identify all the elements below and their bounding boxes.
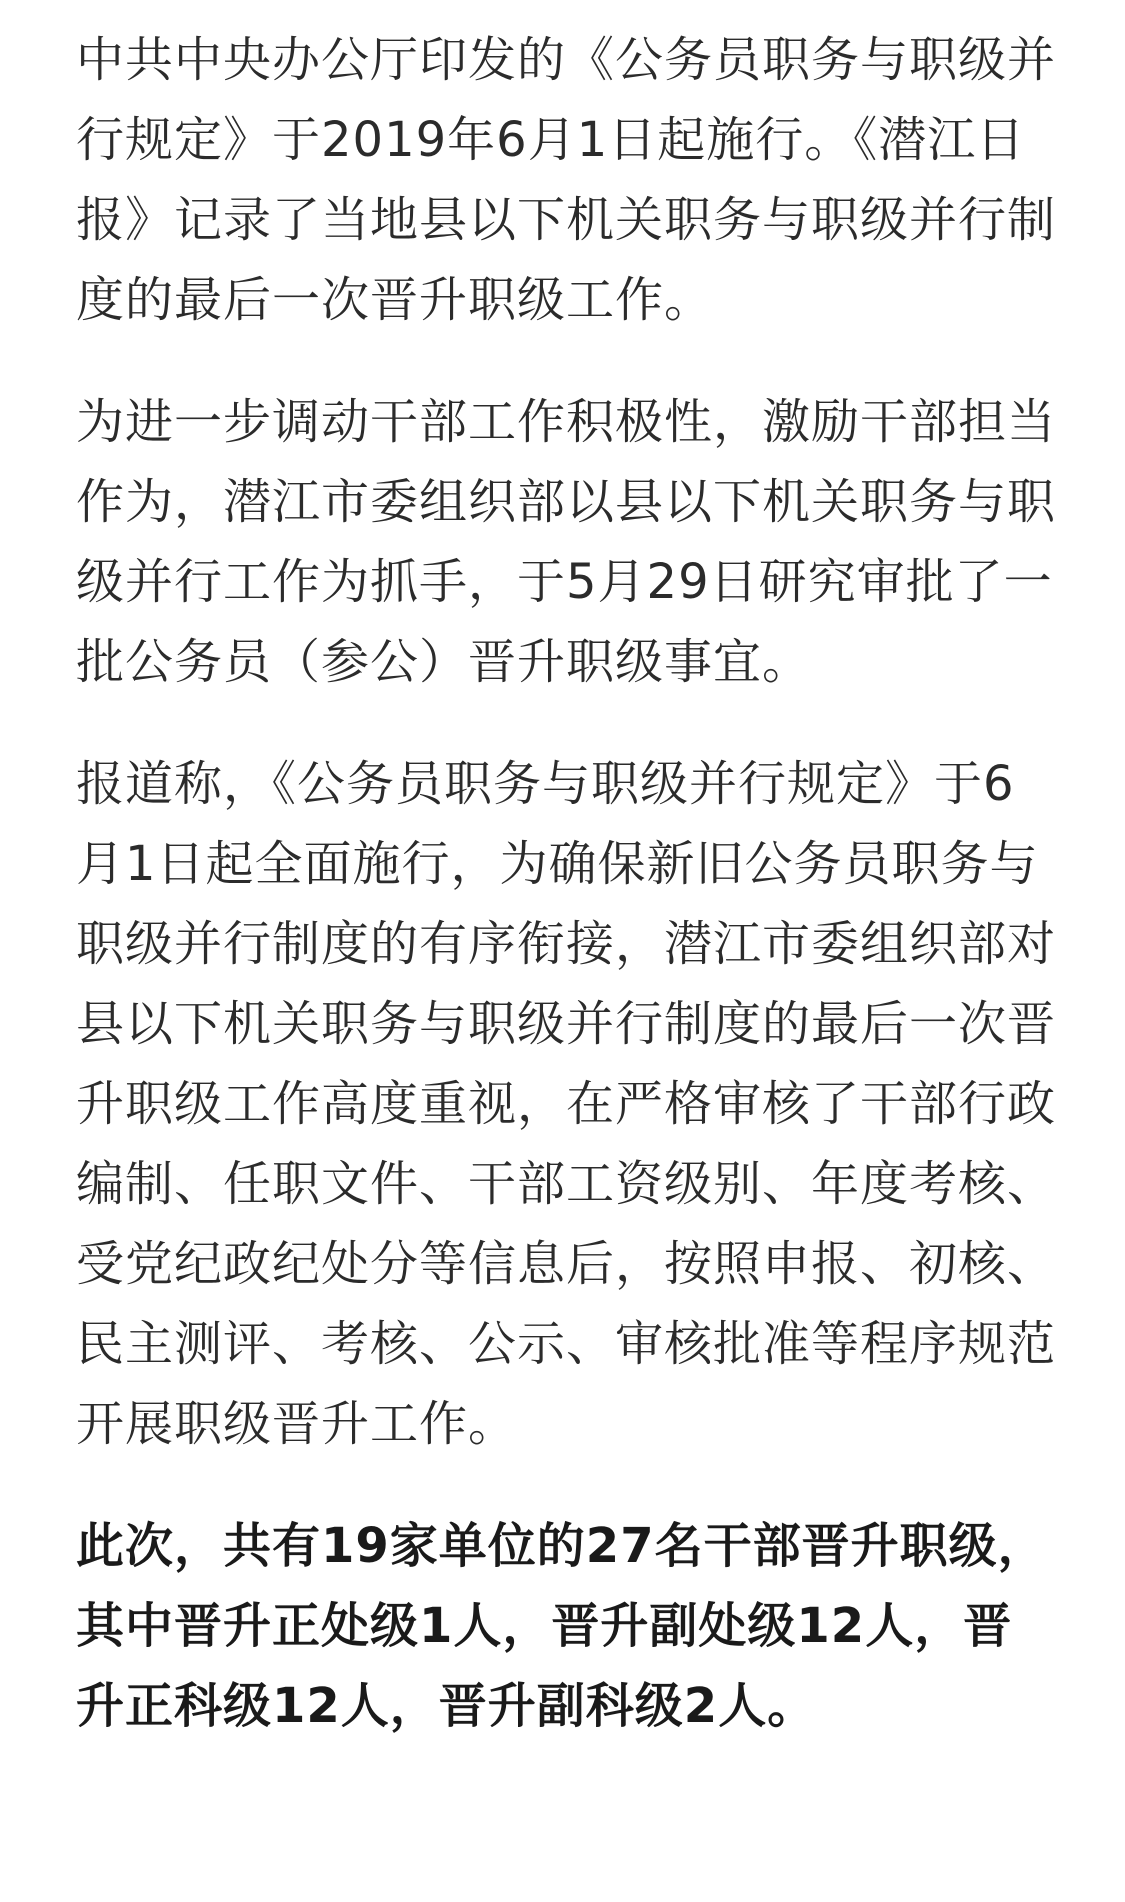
article-paragraph-2: 为进一步调动干部工作积极性，激励干部担当作为，潜江市委组织部以县以下机关职务与职级并行工作为抓手，于5月29日研究审批了一批公务员（参公）晋升职级事宜。 xyxy=(76,394,1057,690)
article-body xyxy=(76,20,1056,1788)
article-paragraph-4: 此次，共有19家单位的27名干部晋升职级，其中晋升正处级1人，晋升副处级12人，晋升正科级12人，晋升副科级2人。 xyxy=(76,1518,1047,1734)
article-paragraph-1: 中共中央办公厅印发的《公务员职务与职级并行规定》于2019年6月1日起施行。《潜江日报》记录了当地县以下机关职务与职级并行制度的最后一次晋升职级工作。 xyxy=(76,32,1057,328)
article-paragraph-3: 报道称，《公务员职务与职级并行规定》于6月1日起全面施行，为确保新旧公务员职务与职级并行制度的有序衔接，潜江市委组织部对县以下机关职务与职级并行制度的最后一次晋升职级工作高度重视，在严格审核了干部行政编制、任职文件、干部工资级别、年度考核、受党纪政纪处分等信息后，按照申报、初核、民主测评、考核、公示、审核批准等程序规范开展职级晋升工作。 xyxy=(76,756,1057,1452)
